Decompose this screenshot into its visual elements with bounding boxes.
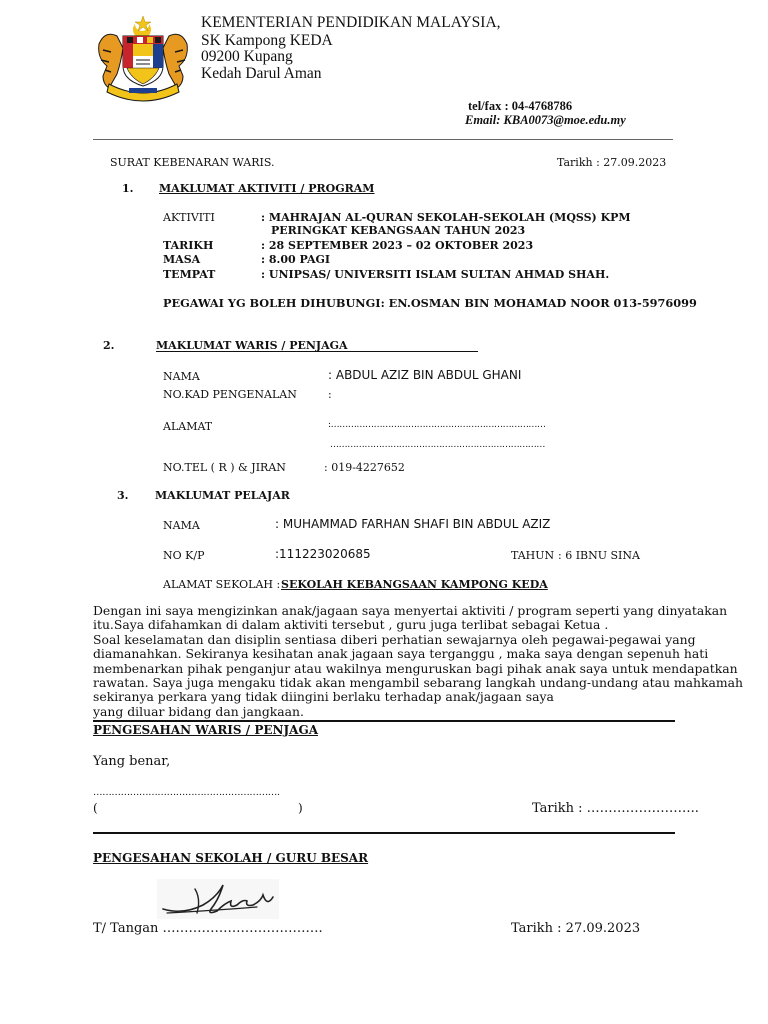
aktiviti-value-cont: PERINGKAT KEBANGSAAN TAHUN 2023 [271, 224, 526, 237]
letter-subject: SURAT KEBENARAN WARIS. [110, 156, 275, 169]
consent-line: Dengan ini saya mengizinkan anak/jagaan saya menyertai aktiviti / program seperti yang dinyatakan [93, 603, 728, 618]
school-name: SK Kampong KEDA [201, 32, 333, 49]
masa-label: MASA [163, 253, 201, 266]
consent-line: sekiranya perkara yang tidak diingini berlaku terhadap anak/jagaan saya [93, 689, 554, 705]
section-number: 3. [117, 489, 129, 502]
guardian-divider [93, 832, 675, 834]
name-paren-open: ( [93, 801, 98, 815]
masa-value: : 8.00 PAGI [261, 253, 331, 266]
signature-line: ……………………………………………………. [93, 787, 280, 798]
alamat-line: :………………………………………………………………… [328, 420, 546, 430]
ic-label: NO.KAD PENGENALAN [163, 388, 297, 401]
class-label: TAHUN [511, 549, 555, 562]
header-divider [93, 139, 673, 140]
guardian-confirmation-title: PENGESAHAN WARIS / PENJAGA [93, 723, 318, 737]
coat-of-arms-emblem [91, 14, 195, 102]
student-ic-label: NO K/P [163, 549, 205, 562]
consent-line: membenarkan pihak penganjur atau wakilnya menguruskan bagi pihak anak saya untuk mendapatkan [93, 660, 738, 676]
school-confirmation-title: PENGESAHAN SEKOLAH / GURU BESAR [93, 851, 369, 865]
consent-line: rawatan. Saya juga mengaku tidak akan mengambil sebarang langkah undang-undang atau mahkamah [93, 675, 744, 691]
contact-officer: PEGAWAI YG BOLEH DIHUBUNGI: EN.OSMAN BIN MOHAMAD NOOR 013-5976099 [163, 296, 697, 310]
signature-image [157, 879, 279, 919]
section-title-underline [156, 351, 478, 352]
alamat-line: ………………………………………………………………… [330, 440, 546, 450]
name-paren-close: ) [298, 801, 303, 815]
student-name-value: : MUHAMMAD FARHAN SHAFI BIN ABDUL AZIZ [275, 517, 551, 531]
consent-line: diamanahkan. Sekiranya kesihatan anak jagaan saya terganggu , maka saya dengan sepenuh hati [93, 646, 709, 662]
aktiviti-value: : MAHRAJAN AL-QURAN SEKOLAH-SEKOLAH (MQSS) KPM [261, 211, 631, 224]
greeting: Yang benar, [93, 754, 171, 769]
section-number: 1. [122, 182, 134, 195]
phone-label: NO.TEL ( R ) & JIRAN [163, 461, 286, 474]
school-address-label: ALAMAT SEKOLAH : [163, 578, 281, 591]
signature-label: T/ Tangan ………………………………. [93, 921, 323, 936]
postcode-city: 09200 Kupang [201, 48, 293, 65]
section-title: MAKLUMAT PELAJAR [155, 489, 290, 502]
tarikh-value: : 28 SEPTEMBER 2023 – 02 OKTOBER 2023 [261, 239, 534, 252]
consent-divider [93, 720, 675, 722]
consent-paragraph [93, 603, 744, 719]
student-name-label: NAMA [163, 519, 200, 532]
ic-value: : [328, 388, 332, 401]
ministry-suffix: , [496, 14, 501, 31]
tempat-label: TEMPAT [163, 268, 216, 281]
alamat-label: ALAMAT [163, 420, 213, 433]
consent-line: yang diluar bidang dan jangkaan. [93, 703, 304, 719]
nama-value: : ABDUL AZIZ BIN ABDUL GHANI [328, 368, 522, 382]
state-name: Kedah Darul Aman [201, 65, 322, 82]
tel-fax: tel/fax : 04-4768786 [468, 99, 573, 113]
section-number: 2. [103, 339, 115, 352]
ministry-name: KEMENTERIAN PENDIDIKAN MALAYSIA [201, 14, 497, 31]
email-address: Email: KBA0073@moe.edu.my [465, 113, 626, 127]
letter-date: Tarikh : 27.09.2023 [557, 156, 667, 169]
class-value: : 6 IBNU SINA [558, 549, 640, 562]
phone-value: : 019-4227652 [324, 461, 405, 474]
tarikh-label: TARIKH [163, 239, 214, 252]
section-title: MAKLUMAT WARIS / PENJAGA [156, 339, 348, 352]
student-ic-value: :111223020685 [275, 547, 371, 561]
guardian-date: Tarikh : …………………….. [532, 801, 699, 816]
school-date: Tarikh : 27.09.2023 [511, 921, 641, 936]
aktiviti-label: AKTIVITI [163, 211, 215, 224]
tempat-value: : UNIPSAS/ UNIVERSITI ISLAM SULTAN AHMAD SHAH. [261, 268, 610, 281]
nama-label: NAMA [163, 370, 200, 383]
school-address-value: SEKOLAH KEBANGSAAN KAMPONG KEDA [281, 578, 548, 591]
section-title: MAKLUMAT AKTIVITI / PROGRAM [159, 182, 375, 195]
consent-line: Soal keselamatan dan disiplin sentiasa diberi perhatian sewajarnya oleh pegawai-pegawai yang [93, 631, 696, 647]
consent-line: itu.Saya difahamkan di dalam aktiviti tersebut , guru juga terlibat sebagai Ketua . [93, 617, 609, 633]
